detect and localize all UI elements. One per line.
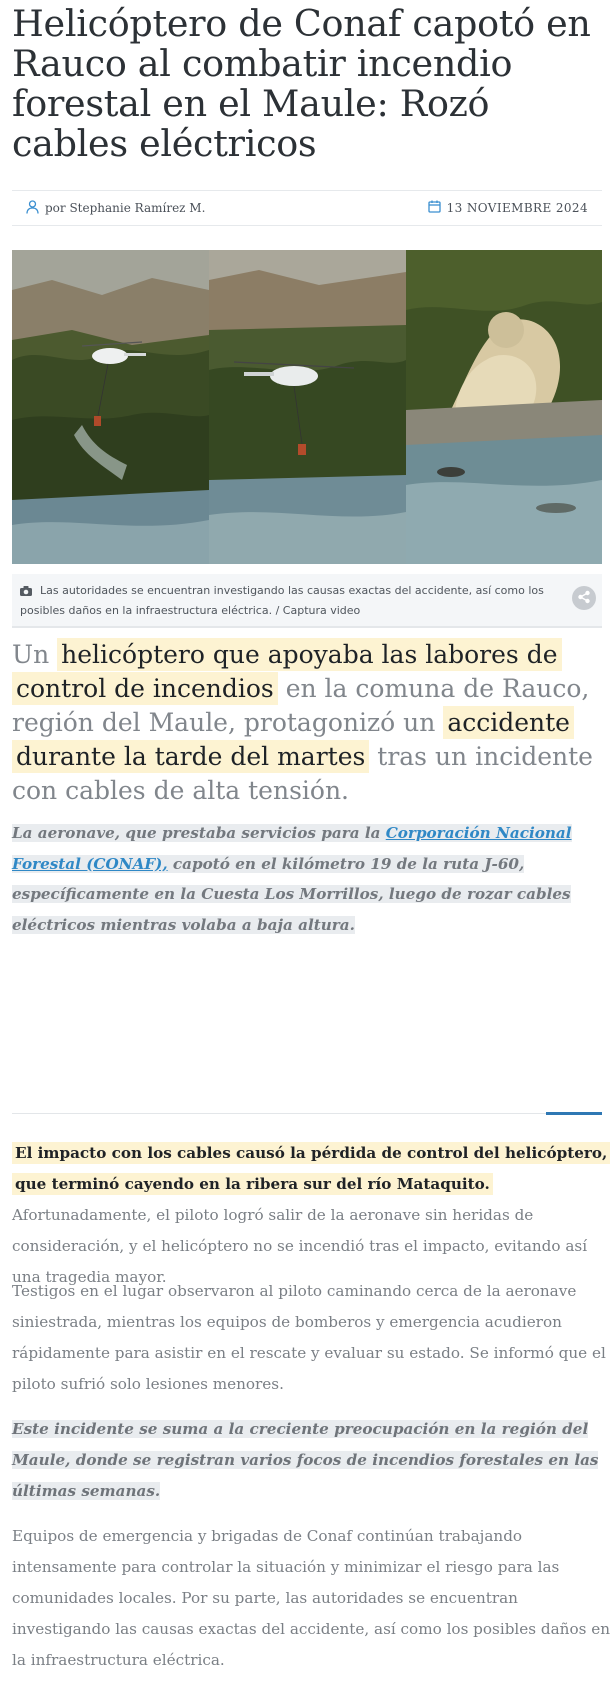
section-divider (12, 1113, 602, 1114)
byline-date (428, 200, 602, 216)
caption-text: Las autoridades se encuentran investigando las causas exactas del accidente, así como los posibles daños en la infraestructura eléctrica. / Captura video (20, 584, 544, 617)
share-icon (577, 589, 591, 608)
quote-1-before: La aeronave, que prestaba servicios para la (12, 824, 386, 842)
article-paragraph-2: Testigos en el lugar observaron al piloto caminando cerca de la aeronave siniestrada, mientras los equipos de bomberos y emergencia acudieron rápidamente para asistir en el rescate y evaluar su estado. Se informó que el piloto sufrió solo lesiones menores. (12, 1282, 606, 1393)
author-name[interactable]: por Stephanie Ramírez M. (45, 201, 206, 215)
conaf-link[interactable]: Corporación Nacional Forestal (CONAF), (12, 824, 572, 873)
publish-date: 13 NOVIEMBRE 2024 (446, 201, 588, 215)
user-icon (26, 200, 39, 217)
byline-bar (12, 190, 602, 226)
article-paragraph-4: Equipos de emergencia y brigadas de Conaf continúan trabajando intensamente para controlar la situación y minimizar el riesgo para las comunidades locales. Por su parte, las autoridades se encuentran investigando las causas exactas del accidente, así como los posibles daños en la infraestructura eléctrica. (12, 1527, 610, 1669)
paragraph-3-text: Este incidente se suma a la creciente preocupación en la región del Maule, donde se registran varios focos de incendios forestales en las últimas semanas. (12, 1420, 599, 1500)
paragraph-1-highlight: El impacto con los cables causó la pérdida de control del helicóptero, que terminó cayendo en la ribera sur del río Mataquito. (12, 1142, 610, 1195)
share-button[interactable] (572, 586, 596, 610)
article-quote-1 (12, 818, 612, 940)
photo-frame-crash-dust (406, 250, 602, 564)
article-photo (12, 250, 602, 564)
camera-icon (20, 584, 32, 602)
photo-frame-helicopter-left (12, 250, 209, 564)
caption-text-wrap (20, 582, 560, 620)
quote-1-after: capotó en el kilómetro 19 de la ruta J-60, específicamente en la Cuesta Los Morrillos, luego de rozar cables eléctricos mientras volaba a baja altura. (12, 854, 571, 934)
byline-author (12, 200, 205, 217)
photo-frame-helicopter-middle (209, 250, 406, 564)
lead-highlight-2: accidente durante la tarde del martes (12, 706, 574, 773)
divider-accent (546, 1112, 602, 1115)
calendar-icon (428, 200, 441, 216)
paragraph-1-rest: Afortunadamente, el piloto logró salir de la aeronave sin heridas de consideración, y el helicóptero no se incendió tras el impacto, evitando así una tragedia mayor. (12, 1206, 588, 1286)
photo-caption (12, 574, 602, 628)
lead-part-3: tras un incidente con cables de alta tensión. (12, 742, 593, 805)
article-lead (12, 638, 602, 808)
lead-part-2: en la comuna de Rauco, región del Maule, protagonizó un (12, 674, 590, 737)
lead-part-1: Un (12, 640, 58, 669)
lead-highlight-1: helicóptero que apoyaba las labores de control de incendios (12, 638, 562, 705)
article-paragraph-3 (12, 1414, 610, 1507)
article-headline: Helicóptero de Conaf capotó en Rauco al combatir incendio forestal en el Maule: Rozó cables eléctricos (12, 2, 591, 165)
article-paragraph-1 (12, 1138, 610, 1293)
